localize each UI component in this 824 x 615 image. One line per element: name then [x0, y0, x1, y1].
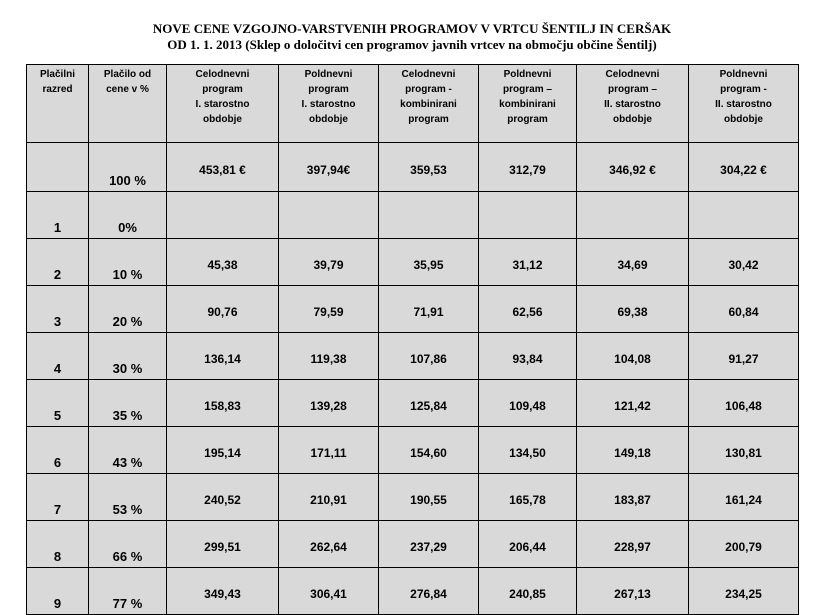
column-header-line: program -: [720, 84, 767, 95]
cell-price: 90,76: [167, 286, 279, 333]
table-row: [27, 474, 799, 521]
cell-price: 79,59: [279, 286, 379, 333]
cell-price: 228,97: [577, 521, 689, 568]
cell-price: 130,81: [689, 427, 799, 474]
column-header-line: II. starostno: [604, 99, 661, 110]
column-header-line: [89, 112, 166, 127]
cell-price: 107,86: [379, 333, 479, 380]
table-row: [27, 192, 799, 239]
column-header-line: Poldnevni: [719, 69, 768, 80]
cell-razred: 7: [27, 474, 89, 521]
cell-price: 136,14: [167, 333, 279, 380]
cell-price: 240,52: [167, 474, 279, 521]
cell-percent: 53 %: [89, 474, 167, 521]
cell-price: [479, 192, 577, 239]
column-header-line: obdobje: [203, 114, 242, 125]
column-header-line: program -: [405, 84, 452, 95]
cell-price: 119,38: [279, 333, 379, 380]
cell-price: 161,24: [689, 474, 799, 521]
cell-razred: 8: [27, 521, 89, 568]
cell-price: 306,41: [279, 568, 379, 615]
cell-razred: [27, 143, 89, 192]
column-header-line: obdobje: [309, 114, 348, 125]
column-header-line: cene v %: [106, 84, 149, 95]
cell-price: 62,56: [479, 286, 577, 333]
cell-price: 60,84: [689, 286, 799, 333]
column-header-line: Plačilni: [39, 69, 75, 80]
cell-price: 106,48: [689, 380, 799, 427]
cell-price: 121,42: [577, 380, 689, 427]
column-header-line: program: [507, 114, 548, 125]
cell-price: 304,22 €: [689, 143, 799, 192]
document-subtitle: OD 1. 1. 2013 (Sklep o določitvi cen programov javnih vrtcev na območju občine Šentilj): [167, 37, 657, 52]
cell-price: 139,28: [279, 380, 379, 427]
cell-razred: 6: [27, 427, 89, 474]
cell-price: 267,13: [577, 568, 689, 615]
column-header-line: program –: [503, 84, 552, 95]
cell-price: 93,84: [479, 333, 577, 380]
cell-price: 237,29: [379, 521, 479, 568]
column-header-line: Celodnevni: [195, 69, 250, 80]
cell-price: 262,64: [279, 521, 379, 568]
table-row: [27, 380, 799, 427]
cell-price: 171,11: [279, 427, 379, 474]
column-header-line: Celodnevni: [401, 69, 456, 80]
cell-price: 69,38: [577, 286, 689, 333]
column-header: [689, 65, 799, 143]
column-header: [167, 65, 279, 143]
cell-price: [279, 192, 379, 239]
document-title: NOVE CENE VZGOJNO-VARSTVENIH PROGRAMOV V VRTCU ŠENTILJ IN CERŠAK: [152, 21, 672, 36]
column-header-line: program: [202, 84, 243, 95]
cell-razred: 3: [27, 286, 89, 333]
column-header-line: kombinirani: [499, 99, 556, 110]
cell-price: 165,78: [479, 474, 577, 521]
cell-price: 195,14: [167, 427, 279, 474]
cell-price: 91,27: [689, 333, 799, 380]
cell-price: 109,48: [479, 380, 577, 427]
column-header-line: Plačilo od: [103, 69, 152, 80]
column-header-line: obdobje: [724, 114, 763, 125]
cell-percent: 77 %: [89, 568, 167, 615]
table-row: [27, 143, 799, 192]
cell-price: 359,53: [379, 143, 479, 192]
column-header-line: Poldnevni: [503, 69, 552, 80]
cell-price: [379, 192, 479, 239]
cell-price: 35,95: [379, 239, 479, 286]
column-header-line: Poldnevni: [304, 69, 353, 80]
cell-price: 312,79: [479, 143, 577, 192]
column-header-line: obdobje: [613, 114, 652, 125]
table-row: [27, 239, 799, 286]
cell-price: 190,55: [379, 474, 479, 521]
column-header-line: [89, 97, 166, 112]
cell-price: 206,44: [479, 521, 577, 568]
column-header-line: program –: [608, 84, 657, 95]
cell-razred: 5: [27, 380, 89, 427]
column-header: [27, 65, 89, 143]
column-header-line: kombinirani: [400, 99, 457, 110]
cell-price: 34,69: [577, 239, 689, 286]
column-header-line: [27, 97, 88, 112]
cell-price: 346,92 €: [577, 143, 689, 192]
cell-razred: 1: [27, 192, 89, 239]
column-header-line: program: [308, 84, 349, 95]
cell-price: 134,50: [479, 427, 577, 474]
column-header: [479, 65, 577, 143]
cell-price: 276,84: [379, 568, 479, 615]
table-row: [27, 568, 799, 615]
cell-price: 71,91: [379, 286, 479, 333]
column-header-line: razred: [42, 84, 73, 95]
table-row: [27, 286, 799, 333]
cell-price: 200,79: [689, 521, 799, 568]
cell-price: 299,51: [167, 521, 279, 568]
cell-percent: 43 %: [89, 427, 167, 474]
cell-percent: 10 %: [89, 239, 167, 286]
cell-price: 125,84: [379, 380, 479, 427]
column-header-line: II. starostno: [715, 99, 772, 110]
column-header: [279, 65, 379, 143]
table-row: [27, 427, 799, 474]
cell-price: [167, 192, 279, 239]
cell-razred: 4: [27, 333, 89, 380]
cell-percent: 100 %: [89, 143, 167, 192]
table-row: [27, 333, 799, 380]
cell-price: 453,81 €: [167, 143, 279, 192]
column-header-line: [27, 112, 88, 127]
cell-price: 158,83: [167, 380, 279, 427]
column-header-line: program: [408, 114, 449, 125]
cell-price: 39,79: [279, 239, 379, 286]
column-header-line: I. starostno: [301, 99, 356, 110]
cell-price: [689, 192, 799, 239]
cell-price: 349,43: [167, 568, 279, 615]
price-table: [26, 64, 799, 615]
table-row: [27, 521, 799, 568]
cell-percent: 35 %: [89, 380, 167, 427]
cell-price: 154,60: [379, 427, 479, 474]
column-header: [577, 65, 689, 143]
cell-price: 149,18: [577, 427, 689, 474]
column-header: [379, 65, 479, 143]
column-header-line: Celodnevni: [605, 69, 660, 80]
cell-price: 30,42: [689, 239, 799, 286]
cell-price: 240,85: [479, 568, 577, 615]
cell-price: 45,38: [167, 239, 279, 286]
cell-price: 104,08: [577, 333, 689, 380]
cell-percent: 0%: [89, 192, 167, 239]
table-header-row: [27, 65, 799, 143]
column-header-line: I. starostno: [195, 99, 250, 110]
cell-price: 234,25: [689, 568, 799, 615]
cell-price: 210,91: [279, 474, 379, 521]
column-header: [89, 65, 167, 143]
cell-percent: 30 %: [89, 333, 167, 380]
cell-price: 397,94€: [279, 143, 379, 192]
cell-price: [577, 192, 689, 239]
cell-price: 31,12: [479, 239, 577, 286]
cell-price: 183,87: [577, 474, 689, 521]
cell-percent: 66 %: [89, 521, 167, 568]
cell-razred: 2: [27, 239, 89, 286]
cell-razred: 9: [27, 568, 89, 615]
cell-percent: 20 %: [89, 286, 167, 333]
